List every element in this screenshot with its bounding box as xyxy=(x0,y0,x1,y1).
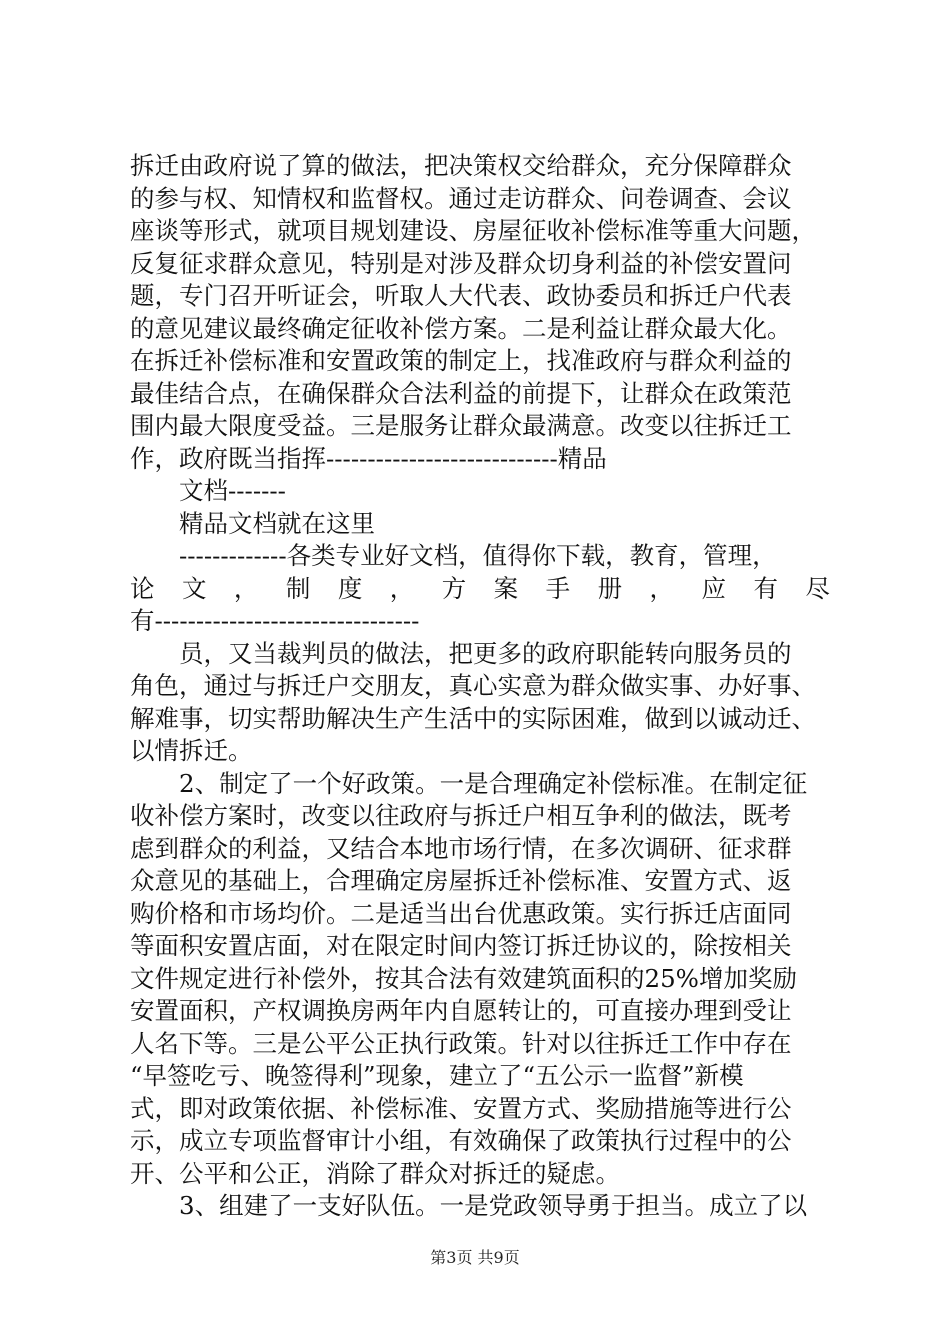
text-line: 座谈等形式，就项目规划建设、房屋征收补偿标准等重大问题， xyxy=(130,216,816,245)
text-line: 示，成立专项监督审计小组，有效确保了政策执行过程中的公 xyxy=(130,1126,792,1155)
justified-char: 制 xyxy=(285,573,311,603)
justified-char: ， xyxy=(233,573,259,603)
justified-text-line xyxy=(130,573,830,606)
text-line: 作，政府既当指挥----------------------------精品 xyxy=(130,443,607,473)
text-line: 的参与权、知情权和监督权。通过走访群众、问卷调查、会议 xyxy=(130,183,792,213)
text-line: 式，即对政策依据、补偿标准、安置方式、奖励措施等进行公 xyxy=(130,1093,792,1123)
text-line: 角色，通过与拆迁户交朋友，真心实意为群众做实事、办好事、 xyxy=(130,671,816,700)
text-line: 2、制定了一个好政策。一是合理确定补偿标准。在制定征 xyxy=(130,768,808,798)
justified-char: 尽 xyxy=(805,573,830,603)
text-line: 购价格和市场均价。二是适当出台优惠政策。实行拆迁店面同 xyxy=(130,898,792,928)
text-line: 人名下等。三是公平公正执行政策。针对以往拆迁工作中存在 xyxy=(130,1028,792,1058)
text-line: 解难事，切实帮助解决生产生活中的实际困难，做到以诚动迁、 xyxy=(130,703,816,733)
justified-char: 方 xyxy=(441,573,467,603)
justified-char: ， xyxy=(389,573,415,603)
justified-char: 论 xyxy=(130,573,155,603)
justified-char: ， xyxy=(649,573,675,603)
text-line: 等面积安置店面，对在限定时间内签订拆迁协议的，除按相关 xyxy=(130,931,792,960)
justified-char: 案 xyxy=(493,573,519,603)
text-line: -------------各类专业好文档，值得你下载，教育，管理， xyxy=(130,541,777,570)
text-line: 在拆迁补偿标准和安置政策的制定上，找准政府与群众利益的 xyxy=(130,346,792,375)
document-body xyxy=(130,150,830,1223)
text-line: 虑到群众的利益，又结合本地市场行情，在多次调研、征求群 xyxy=(130,833,792,863)
text-line: 精品文档就在这里 xyxy=(130,508,375,538)
text-line: 拆迁由政府说了算的做法，把决策权交给群众，充分保障群众 xyxy=(130,151,792,180)
text-line: 题，专门召开听证会，听取人大代表、政协委员和拆迁户代表 xyxy=(130,281,792,310)
text-line: 收补偿方案时，改变以往政府与拆迁户相互争利的做法，既考 xyxy=(130,801,792,830)
text-line: 的意见建议最终确定征收补偿方案。二是利益让群众最大化。 xyxy=(130,313,792,343)
justified-char: 应 xyxy=(701,573,726,603)
text-line: 众意见的基础上，合理确定房屋拆迁补偿标准、安置方式、返 xyxy=(130,866,792,895)
justified-char: 度 xyxy=(337,573,363,603)
text-line: 以情拆迁。 xyxy=(130,736,253,765)
text-line: 最佳结合点，在确保群众合法利益的前提下，让群众在政策范 xyxy=(130,378,792,408)
justified-char: 有 xyxy=(753,573,778,603)
justified-char: 文 xyxy=(181,573,207,603)
text-line: 反复征求群众意见，特别是对涉及群众切身利益的补偿安置问 xyxy=(130,248,792,278)
justified-char: 手 xyxy=(545,573,571,603)
text-line: 文档------- xyxy=(130,476,286,505)
text-line: 3、组建了一支好队伍。一是党政领导勇于担当。成立了以 xyxy=(130,1191,808,1220)
page-number-footer: 第3页 共9页 xyxy=(430,1248,520,1267)
text-line: 开、公平和公正，消除了群众对拆迁的疑虑。 xyxy=(130,1158,620,1188)
text-line: 有-------------------------------- xyxy=(130,606,420,635)
text-line: 文件规定进行补偿外，按其合法有效建筑面积的25%增加奖励 xyxy=(130,963,797,993)
text-line: 围内最大限度受益。三是服务让群众最满意。改变以往拆迁工 xyxy=(130,411,792,440)
text-line: 员，又当裁判员的做法，把更多的政府职能转向服务员的 xyxy=(130,638,792,668)
justified-char: 册 xyxy=(597,573,623,603)
text-line: “早签吃亏、晚签得利”现象，建立了“五公示一监督”新模 xyxy=(130,1061,744,1090)
text-line: 安置面积，产权调换房两年内自愿转让的，可直接办理到受让 xyxy=(130,996,792,1025)
